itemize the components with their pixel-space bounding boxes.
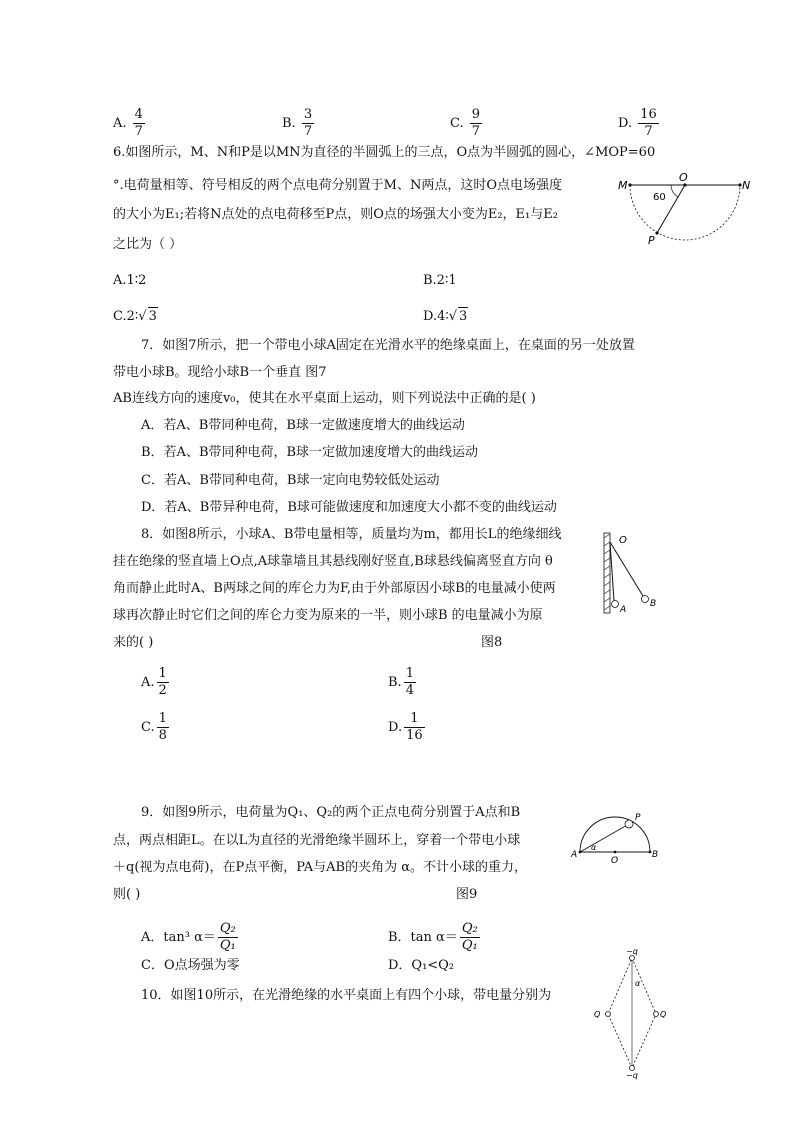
option-text: C.2∶ — [113, 309, 139, 324]
fraction — [470, 107, 482, 140]
q9-semiring-figure — [568, 808, 660, 866]
charge-right — [654, 1012, 659, 1017]
q7-line: AB连线方向的速度v₀，使其在水平桌面上运动，则下列说法中正确的是( ) — [113, 391, 536, 406]
fraction — [404, 666, 416, 699]
label-b: B — [652, 850, 659, 860]
label-a: A — [620, 605, 627, 615]
q8-option-c — [141, 711, 169, 744]
label-n: N — [742, 179, 751, 192]
q8-option-d — [388, 711, 425, 744]
point-b — [649, 851, 652, 854]
fraction — [157, 666, 169, 699]
q6-option-c — [113, 307, 158, 326]
q10-rhombus-figure — [590, 946, 680, 1080]
fraction — [460, 921, 480, 954]
q7-option-d: D．若A、B带异种电荷，B球可能做速度和加速度大小都不变的曲线运动 — [141, 500, 557, 515]
q9-line: 点，两点相距L。在以L为直径的光滑绝缘半圆环上，穿着一个带电小球 — [113, 833, 521, 848]
point-o — [614, 851, 617, 854]
q6-option-d — [423, 307, 468, 326]
numerator: 3 — [303, 107, 313, 122]
option-text: B．tan α＝ — [388, 930, 458, 945]
q8-line: 来的( ) — [113, 635, 154, 650]
denominator: Q₁ — [461, 938, 478, 953]
numerator: 9 — [471, 107, 481, 122]
label-right: Q — [660, 1010, 667, 1019]
q6-line: 之比为（ ） — [113, 237, 183, 252]
denominator: Q₁ — [219, 938, 236, 953]
numerator: 16 — [640, 107, 657, 122]
q6-line: 的大小为E₁;若将N点处的点电荷移至P点，则O点的场强大小变为E₂，E₁与E₂ — [113, 207, 558, 222]
label-top: −q — [626, 947, 638, 956]
label-alpha: α — [591, 843, 597, 852]
denominator: 7 — [644, 124, 653, 139]
fraction — [157, 711, 169, 744]
numerator: Q₂ — [219, 921, 236, 936]
label-o: O — [679, 171, 688, 184]
fraction — [133, 107, 145, 140]
q9-option-a — [141, 921, 238, 954]
denominator: 7 — [134, 124, 143, 139]
q8-option-b — [388, 666, 416, 699]
wall — [604, 533, 610, 613]
label-m: M — [618, 179, 628, 192]
point-m — [628, 183, 631, 186]
q9-figure-label: 图9 — [456, 887, 478, 902]
label-a: A — [571, 850, 578, 860]
label-p: P — [635, 813, 641, 823]
sqrt-symbol: √ — [448, 309, 458, 324]
sqrt-value: 3 — [459, 309, 468, 324]
q8-line: 球再次静止时它们之间的库仑力变为原来的一半，则小球B 的电量减小为原 — [113, 608, 543, 623]
label-left: Q — [594, 1010, 601, 1019]
semicircle-arc — [630, 185, 740, 240]
option-letter: A. — [113, 116, 127, 131]
wall-hatching — [604, 534, 610, 610]
fraction — [302, 107, 314, 140]
denominator: 2 — [158, 683, 167, 698]
denominator: 7 — [303, 124, 313, 139]
q7-option-a: A．若A、B带同种电荷，B球一定做速度增大的曲线运动 — [141, 418, 465, 433]
option-text: D.4∶ — [423, 309, 449, 324]
q7-line: 7．如图7所示，把一个带电小球A固定在光滑水平的绝缘桌面上，在桌面的另一处放置 — [141, 338, 635, 353]
label-o: O — [611, 856, 619, 866]
option-letter: B. — [388, 675, 402, 690]
numerator: 1 — [405, 666, 414, 681]
segment-pa — [580, 824, 629, 852]
q9-line: 9．如图9所示，电荷量为Q₁、Q₂的两个正点电荷分别置于A点和B — [141, 805, 521, 820]
ball-b — [642, 596, 649, 603]
q6-option-a: A.1∶2 — [113, 273, 147, 288]
option-letter: C. — [450, 116, 464, 131]
option-letter: A. — [141, 675, 155, 690]
point-a — [579, 851, 582, 854]
numerator: 1 — [404, 711, 425, 728]
label-bottom: −q — [626, 1071, 638, 1080]
charge-left — [606, 1012, 611, 1017]
q9-option-d: D．Q₁<Q₂ — [388, 958, 455, 973]
fraction — [218, 921, 238, 954]
denominator: 16 — [406, 728, 423, 743]
ball-p — [625, 820, 633, 828]
point-p — [655, 231, 658, 234]
q9-option-b — [388, 921, 480, 954]
denominator: 4 — [405, 683, 414, 698]
q7-line: 带电小球B。现给小球B一个垂直 图7 — [113, 365, 327, 380]
q5-option-d — [618, 107, 659, 140]
option-letter: B. — [282, 116, 296, 131]
sqrt-value: 3 — [148, 309, 157, 324]
q6-line: 6.如图所示，M、N和P是以MN为直径的半圆弧上的三点，O点为半圆弧的圆心，∠MOP=60 — [113, 145, 656, 160]
q5-option-b — [282, 107, 314, 140]
denominator: 7 — [471, 124, 481, 139]
denominator: 8 — [158, 728, 167, 743]
q8-pendulum-figure — [600, 528, 670, 618]
label-alpha: α — [635, 979, 641, 988]
q5-option-c — [450, 107, 482, 140]
label-angle: 60 — [653, 192, 666, 203]
fraction — [404, 711, 425, 744]
charge-top — [630, 956, 635, 961]
label-b: B — [650, 599, 657, 609]
q9-line: 则( ) — [113, 887, 141, 902]
q8-line: 角而静止此时A、B两球之间的库仑力为F,由于外部原因小球B的电量减小使两 — [113, 581, 556, 596]
fraction — [638, 107, 659, 140]
q8-line: 8．如图8所示，小球A、B带电量相等，质量均为m，都用长L的绝缘细线 — [141, 527, 562, 542]
sqrt-symbol: √ — [138, 309, 147, 324]
label-p: P — [648, 234, 655, 247]
q7-option-b: B．若A、B带同种电荷，B球一定做加速度增大的曲线运动 — [141, 445, 479, 460]
string-b — [610, 542, 643, 596]
q6-option-b: B.2∶1 — [423, 273, 457, 288]
q8-figure-label: 图8 — [481, 635, 503, 650]
option-letter: D. — [388, 720, 403, 735]
numerator: Q₂ — [461, 921, 478, 936]
q6-semicircle-figure — [615, 168, 755, 250]
q5-option-a — [113, 107, 145, 140]
ball-a — [612, 601, 619, 608]
q10-line: 10．如图10所示，在光滑绝缘的水平桌面上有四个小球，带电量分别为 — [141, 988, 552, 1003]
q6-line: °.电荷量相等、符号相反的两个点电荷分别置于M、N两点，这时O点电场强度 — [113, 178, 562, 193]
q9-line: ＋q(视为点电荷)，在P点平衡，PA与AB的夹角为 α。不计小球的重力， — [113, 860, 528, 875]
string-a — [610, 542, 614, 601]
charge-bottom — [630, 1066, 635, 1071]
option-letter: C. — [141, 720, 155, 735]
q9-option-c: C．O点场强为零 — [141, 958, 240, 973]
option-letter: D. — [618, 116, 633, 131]
angle-arc — [671, 185, 678, 197]
option-text: A．tan³ α＝ — [141, 930, 216, 945]
q8-line: 挂在绝缘的竖直墙上O点,A球靠墙且其悬线刚好竖直,B球悬线偏离竖直方向 θ — [113, 554, 553, 569]
numerator: 1 — [158, 666, 167, 681]
numerator: 1 — [158, 711, 167, 726]
numerator: 4 — [134, 107, 143, 122]
q8-option-a — [141, 666, 169, 699]
label-o: O — [619, 535, 627, 546]
q7-option-c: C．若A、B带同种电荷，B球一定向电势较低处运动 — [141, 473, 440, 488]
